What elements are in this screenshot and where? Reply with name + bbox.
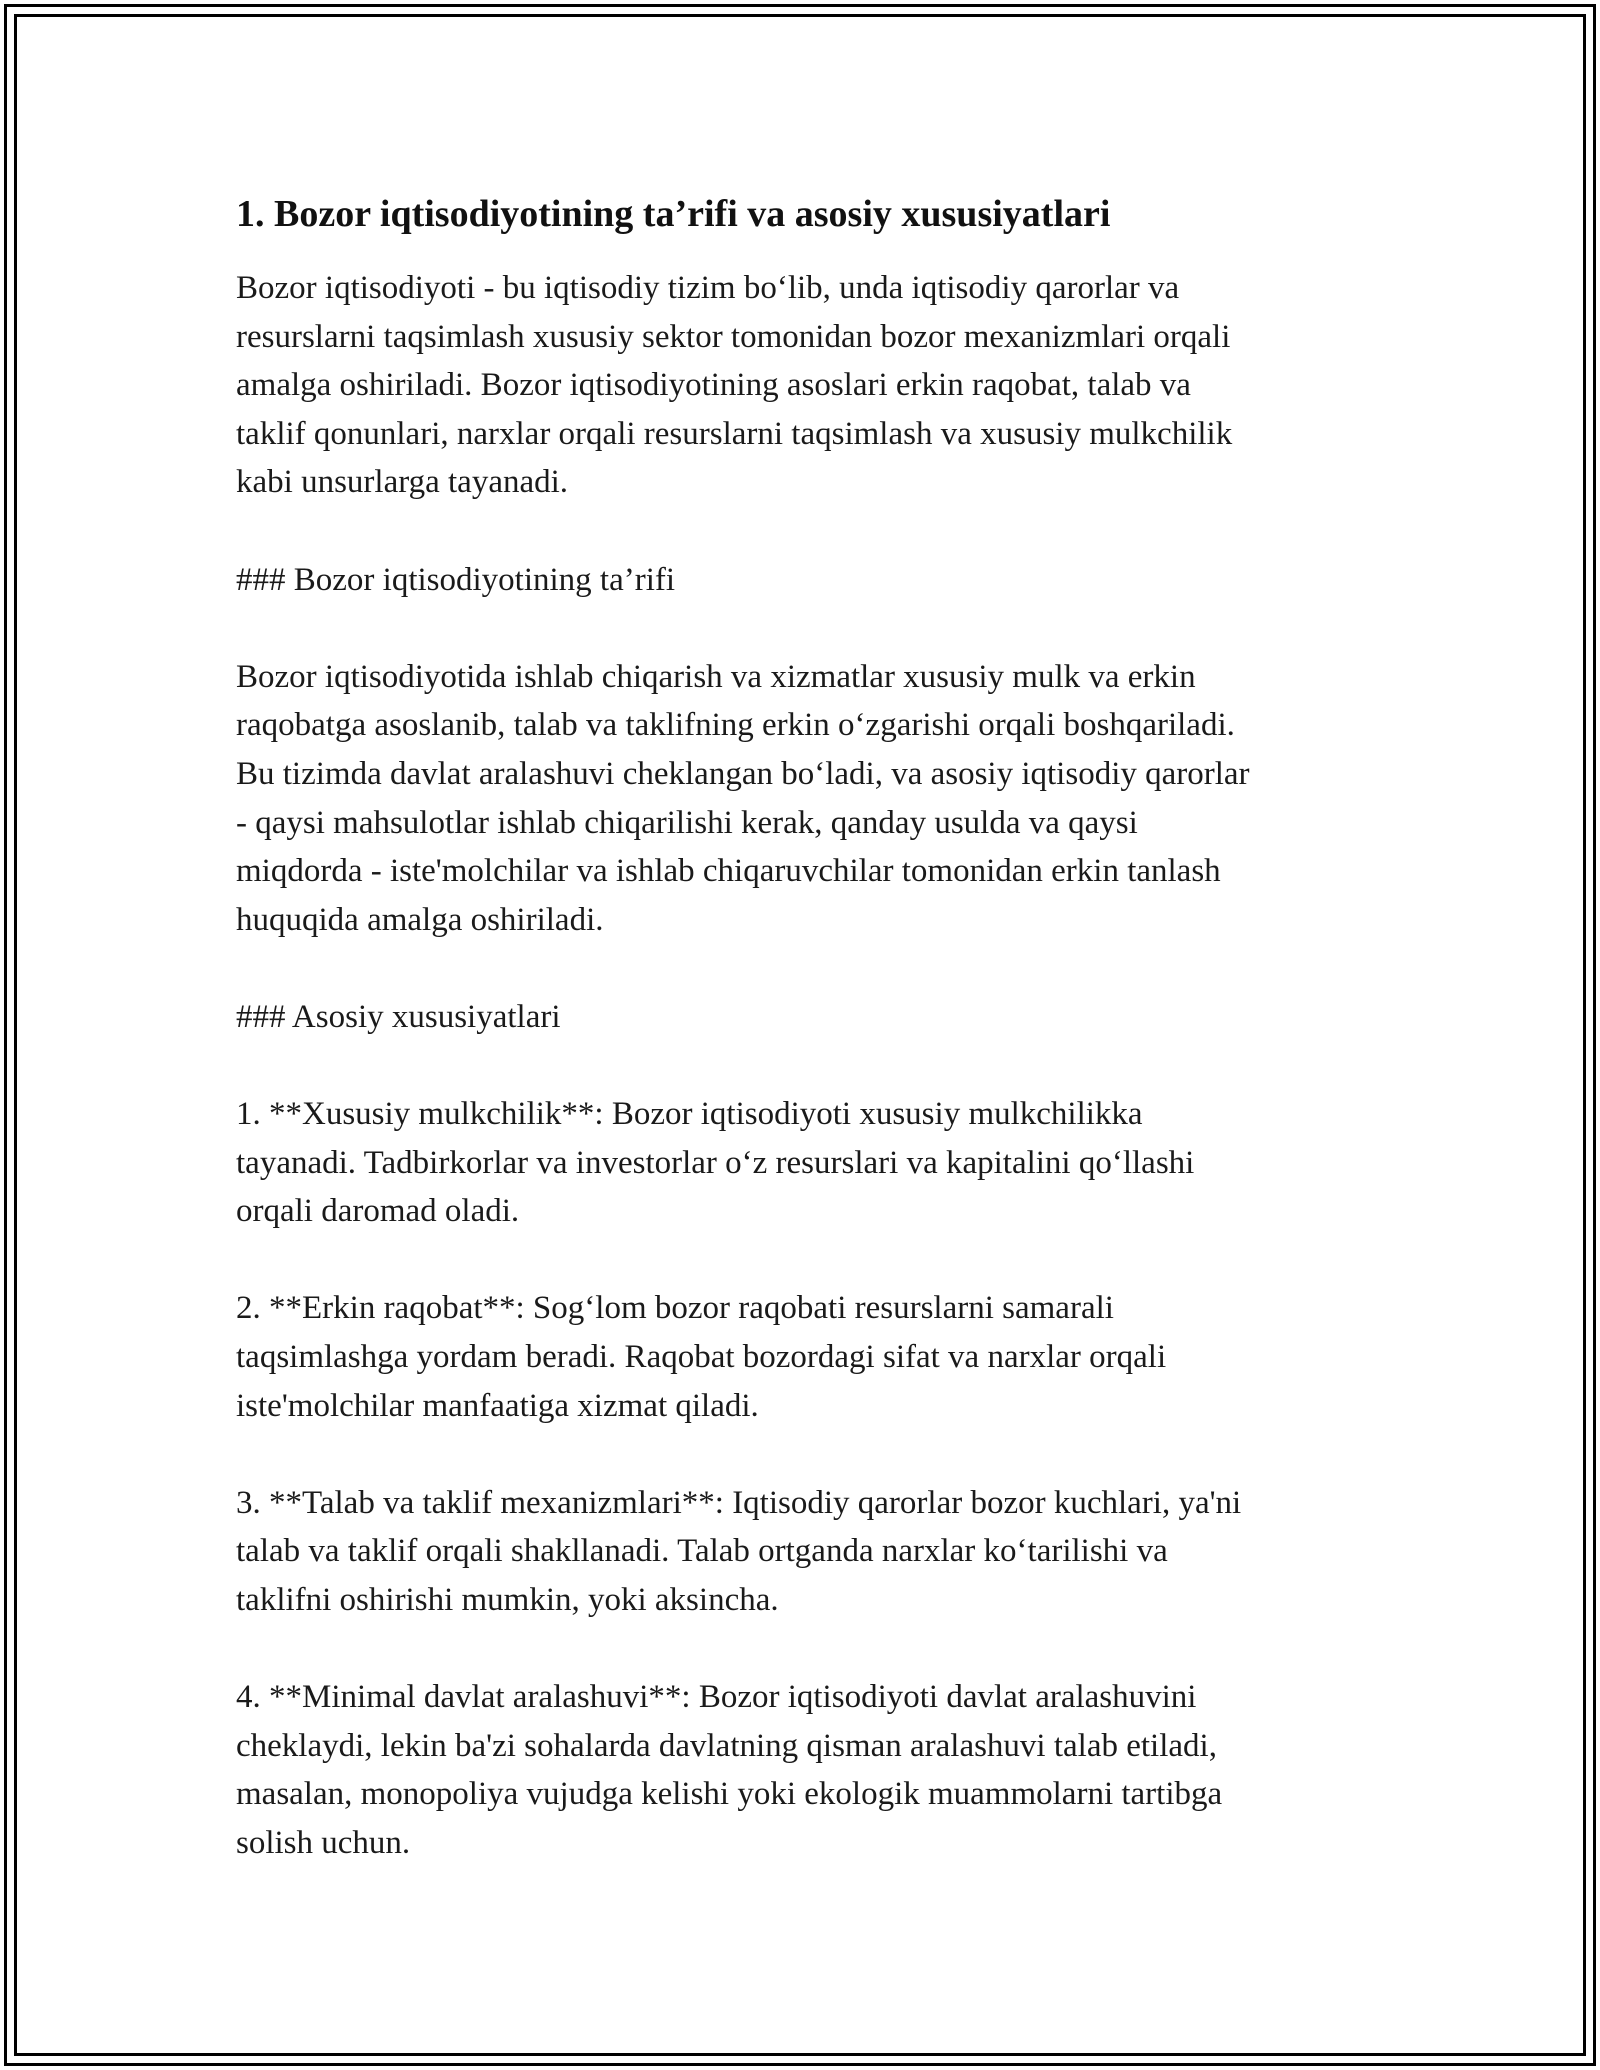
feature-item-free-competition: 2. **Erkin raqobat**: Sog‘lom bozor raqobati resurslarni samarali taqsimlashga yordam beradi. Raqobat bozordagi sifat va narxlar orqali iste'molchilar manfaatiga xizmat qiladi. [236,1290,1167,1424]
definition-paragraph: Bozor iqtisodiyotida ishlab chiqarish va xizmatlar xususiy mulk va erkin raqobatga asoslanib, talab va taklifning erkin o‘zgarishi orqali boshqariladi. Bu tizimda davlat aralashuvi cheklangan bo‘ladi, va asosiy iqtisodiy qarorlar - qaysi mahsulotlar ishlab chiqarilishi kerak, qanday usulda va qaysi miqdorda - iste'molchilar va ishlab chiqaruvchilar tomonidan erkin tanlash huquqida amalga oshiriladi. [236,658,1250,938]
feature-item-minimal-state: 4. **Minimal davlat aralashuvi**: Bozor iqtisodiyoti davlat aralashuvini cheklaydi, lekin ba'zi sohalarda davlatning qisman aralashuvi talab etiladi, masalan, monopoliya vujudga kelishi yoki ekologik muammolarni tartibga solish uchun. [236,1679,1223,1861]
feature-item-supply-demand: 3. **Talab va taklif mexanizmlari**: Iqtisodiy qarorlar bozor kuchlari, ya'ni talab va taklif orqali shakllanadi. Talab ortganda narxlar ko‘tarilishi va taklifni oshirishi mumkin, yoki aksincha. [236,1484,1242,1619]
section-heading-features: ### Asosiy xususiyatlari [236,998,561,1035]
intro-paragraph: Bozor iqtisodiyoti - bu iqtisodiy tizim bo‘lib, unda iqtisodiy qarorlar va resurslarni taqsimlash xususiy sektor tomonidan bozor mexanizmlari orqali amalga oshiriladi. Bozor iqtisodiyotining asoslari erkin raqobat, talab va taklif qonunlari, narxlar orqali resurslarni taqsimlash va xususiy mulkchilik kabi unsurlarga tayanadi. [236,270,1233,501]
document-body [236,188,1376,1916]
feature-item-private-property: 1. **Xususiy mulkchilik**: Bozor iqtisodiyoti xususiy mulkchilikka tayanadi. Tadbirkorlar va investorlar o‘z resurslari va kapitalini qo‘llashi orqali daromad oladi. [236,1096,1195,1230]
section-heading-definition: ### Bozor iqtisodiyotining ta’rifi [236,561,676,598]
document-title: 1. Bozor iqtisodiyotining ta’rifi va asosiy xususiyatlari [236,193,1111,235]
